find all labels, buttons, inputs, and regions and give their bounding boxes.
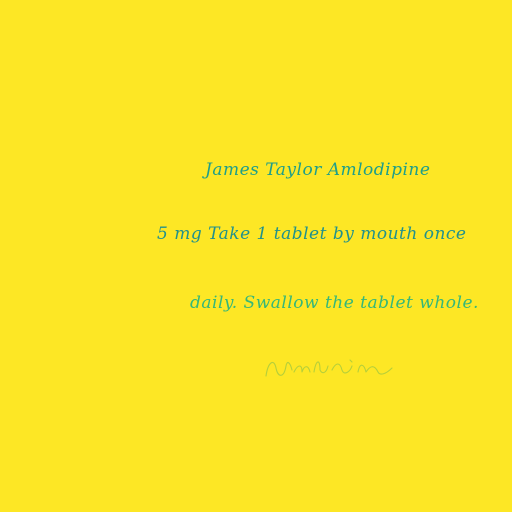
doctor-signature: [262, 350, 398, 384]
dosage-line: 5 mg Take 1 tablet by mouth once: [157, 224, 467, 244]
patient-drug-line: James Taylor Amlodipine: [205, 160, 431, 180]
instructions-line: daily. Swallow the tablet whole.: [190, 293, 479, 313]
